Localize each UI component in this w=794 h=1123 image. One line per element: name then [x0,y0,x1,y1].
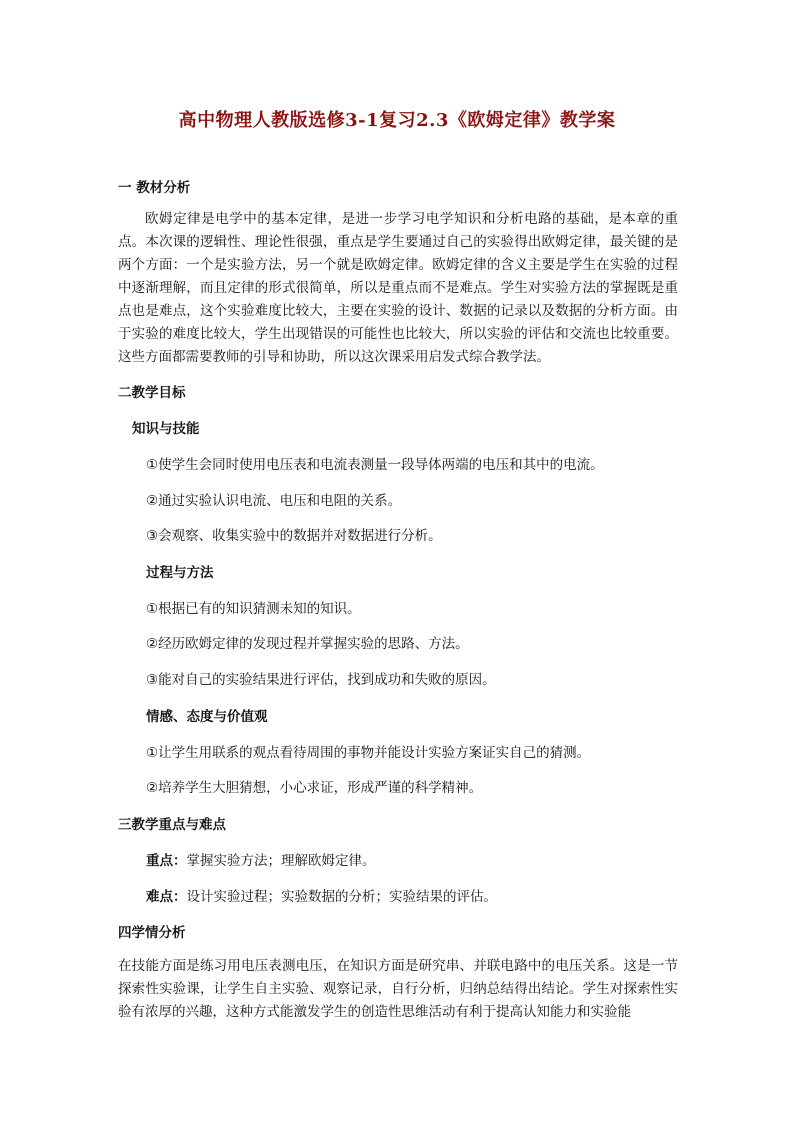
list-item: ②经历欧姆定律的发现过程并掌握实验的思路、方法。 [146,636,469,652]
key-point-label: 重点： [146,853,187,869]
list-item: ③会观察、收集实验中的数据并对数据进行分析。 [146,528,442,544]
key-point-line [146,849,376,869]
list-item: ②培养学生大胆猜想，小心求证，形成严谨的科学精神。 [146,780,483,796]
difficult-point-line [146,885,497,905]
list-item: ③能对自己的实验结果进行评估，找到成功和失败的原因。 [146,672,496,688]
list-item: ①使学生会同时使用电压表和电流表测量一段导体两端的电压和其中的电流。 [146,457,604,473]
paragraph-text: 在技能方面是练习用电压表测电压，在知识方面是研究串、并联电路中的电压关系。这是一节探索性实验课，让学生自主实验、观察记录，自行分析，归纳总结得出结论。学生对探索性实验有浓厚的兴趣，这种方式能激发学生的创造性思维活动有利于提高认知能力和实验能 [118,958,678,1020]
list-item: ②通过实验认识电流、电压和电阻的关系。 [146,493,402,509]
section-heading-teaching-goals: 二教学目标 [118,385,186,401]
document-title: 高中物理人教版选修3-1复习2.3《欧姆定律》教学案 [178,110,616,131]
subheading-process-methods: 过程与方法 [146,565,214,581]
list-item: ①让学生用联系的观点看待周围的事物并能设计实验方案证实自己的猜测。 [146,745,591,761]
key-point-text: 掌握实验方法；理解欧姆定律。 [186,853,376,869]
subheading-emotion-values: 情感、态度与价值观 [146,709,268,725]
subheading-knowledge-skills: 知识与技能 [132,421,200,437]
difficult-point-label: 难点： [146,889,187,905]
section-paragraph-textbook-analysis [118,208,678,369]
section-paragraph-student-analysis [118,955,678,1024]
section-heading-textbook-analysis: 一 教材分析 [118,180,191,196]
section-heading-key-difficult-points: 三教学重点与难点 [118,817,226,833]
difficult-point-text: 设计实验过程；实验数据的分析；实验结果的评估。 [186,889,497,905]
list-item: ①根据已有的知识猜测未知的知识。 [146,601,361,617]
paragraph-text: 欧姆定律是电学中的基本定律，是进一步学习电学知识和分析电路的基础，是本章的重点。本次课的逻辑性、理论性很强，重点是学生要通过自己的实验得出欧姆定律，最关键的是两个方面：一个是实验方法，另一个就是欧姆定律。欧姆定律的含义主要是学生在实验的过程中逐渐理解，而且定律的形式很简单，所以是重点而不是难点。学生对实验方法的掌握既是重点也是难点，这个实验难度比较大，主要在实验的设计、数据的记录以及数据的分析方面。由于实验的难度比较大，学生出现错误的可能性也比较大，所以实验的评估和交流也比较重要。这些方面都需要教师的引导和协助，所以这次课采用启发式综合教学法。 [118,211,678,365]
section-heading-student-analysis: 四学情分析 [118,925,186,941]
